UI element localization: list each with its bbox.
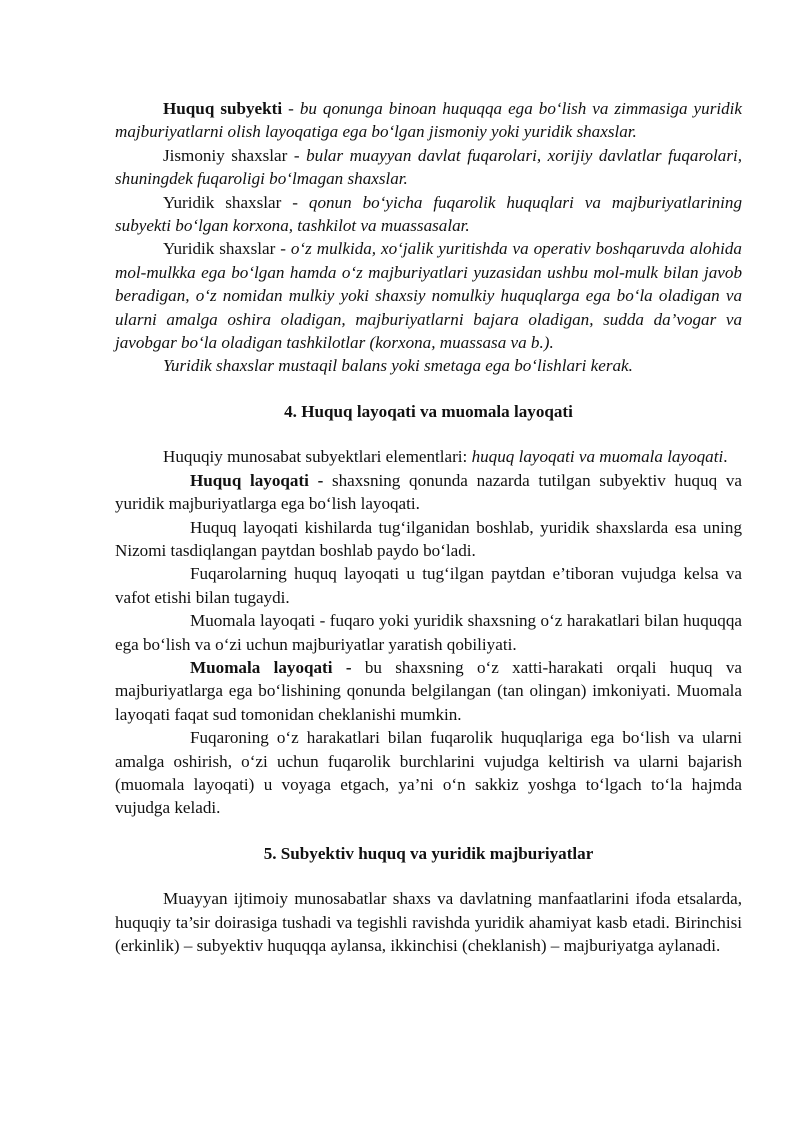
section-heading-4: 4. Huquq layoqati va muomala layoqati	[284, 401, 573, 421]
term-huquq-subyekti: Huquq subyekti	[163, 99, 283, 118]
paragraph-huquq-layoqati-paydo: Huquq layoqati kishilarda tug‘ilganidan boshlab, yuridik shaxslarda esa uning Nizomi tasdiqlangan paytdan boshlab paydo bo‘ladi.	[115, 517, 742, 560]
paragraph-muomala-layoqati-1: Muomala layoqati - fuqaro yoki yuridik shaxsning o‘z harakatlari bilan huquqqa ega bo‘lish va o‘zi uchun majburiyatlar yaratish qobiliyati.	[115, 611, 742, 654]
paragraph-huquq-layoqati	[115, 469, 742, 516]
paragraph-jismoniy-shaxslar	[115, 144, 742, 191]
paragraph-yuridik-shaxslar-1	[115, 191, 742, 238]
definition-yuridik-shaxslar-2: o‘z mulkida, xo‘jalik yuritishda va operativ boshqaruvda alohida mol-mulkka ega bo‘lgan hamda o‘z majburiyatlari yuzasidan ushbu mol-mulk bilan javob beradigan, o‘z nomidan mulkiy yoki shaxsiy nomulkiy huquqlarga ega bo‘la oladigan va ularni amalga oshira oladigan, majburiyatlarni bajara oladigan, sudda da’vogar va javobgar bo‘la oladigan tashkilotlar (korxona, muassasa va b.).	[115, 239, 742, 353]
document-page	[115, 97, 742, 957]
definition-yuridik-shaxslar-1: qonun bo‘yicha fuqarolik huquqlari va majburiyatlarining subyekti bo‘lgan korxona, tashkilot va muassasalar.	[115, 192, 742, 236]
paragraph-yuridik-shaxslar-2	[115, 237, 742, 354]
spacer	[115, 820, 742, 842]
paragraph-fuqarolar-huquq-layoqati: Fuqarolarning huquq layoqati u tug‘ilgan paytdan e’tiboran vujudga kelsa va vafot etishi bilan tugaydi.	[115, 564, 742, 607]
paragraph-elementlar	[115, 445, 742, 468]
spacer	[115, 378, 742, 400]
paragraph-huquq-subyekti	[115, 97, 742, 144]
dash: -	[282, 99, 300, 118]
period: .	[723, 447, 728, 467]
term-jismoniy-shaxslar: Jismoniy shaxslar -	[163, 145, 307, 165]
term-muomala-layoqati: Muomala layoqati -	[190, 657, 352, 677]
paragraph-voyaga-etgach: Fuqaroning o‘z harakatlari bilan fuqarolik huquqlariga ega bo‘lish va ularni amalga oshirish, o‘zi uchun fuqarolik burchlarini vujudga keltirish va ularni bajarish (muomala layoqati) u voyaga etgach, ya’ni o‘n sakkiz yoshga to‘lgach to‘la hajmda vujudga keladi.	[115, 728, 742, 818]
term-yuridik-shaxslar-2: Yuridik shaxslar -	[163, 239, 291, 259]
definition-jismoniy-shaxslar: bular muayyan davlat fuqarolari, xorijiy davlatlar fuqarolari, shuningdek fuqaroligi bo‘lmagan shaxslar.	[115, 145, 742, 189]
text-balans: Yuridik shaxslar mustaqil balans yoki smetaga ega bo‘lishlari kerak.	[163, 356, 633, 376]
italic-elementlar: huquq layoqati va muomala layoqati	[471, 447, 724, 467]
text-elementlar: Huquqiy munosabat subyektlari elementlari:	[163, 447, 472, 467]
term-yuridik-shaxslar-1: Yuridik shaxslar -	[163, 192, 309, 212]
paragraph-balans	[115, 354, 742, 377]
term-huquq-layoqati: Huquq layoqati -	[190, 470, 324, 490]
definition-huquq-layoqati: shaxsning qonunda nazarda tutilgan subyektiv huquq va yuridik majburiyatlarga ega bo‘lish layoqati.	[115, 470, 743, 514]
definition-huquq-subyekti: bu qonunga binoan huquqqa ega bo‘lish va zimmasiga yuridik majburiyatlarni olish layoqatiga ega bo‘lgan jismoniy yoki yuridik shaxslar.	[115, 99, 742, 142]
spacer	[115, 423, 742, 445]
section-heading-5: 5. Subyektiv huquq va yuridik majburiyatlar	[263, 843, 594, 863]
paragraph-ijtimoiy-munosabatlar: Muayyan ijtimoiy munosabatlar shaxs va davlatning manfaatlarini ifoda etsalarda, huquqiy ta’sir doirasiga tushadi va tegishli ravishda yuridik ahamiyat kasb etadi. Birinchisi (erkinlik) – subyektiv huquqqa aylansa, ikkinchisi (cheklanish) – majburiyatga aylanadi.	[115, 889, 742, 955]
paragraph-muomala-layoqati-2	[115, 656, 742, 726]
spacer	[115, 865, 742, 887]
definition-muomala-layoqati: bu shaxsning o‘z xatti-harakati orqali huquq va majburiyatlarga ega bo‘lishining qonunda belgilangan (tan olingan) imkoniyati. Muomala layoqati faqat sud tomonidan cheklanishi mumkin.	[115, 657, 742, 724]
